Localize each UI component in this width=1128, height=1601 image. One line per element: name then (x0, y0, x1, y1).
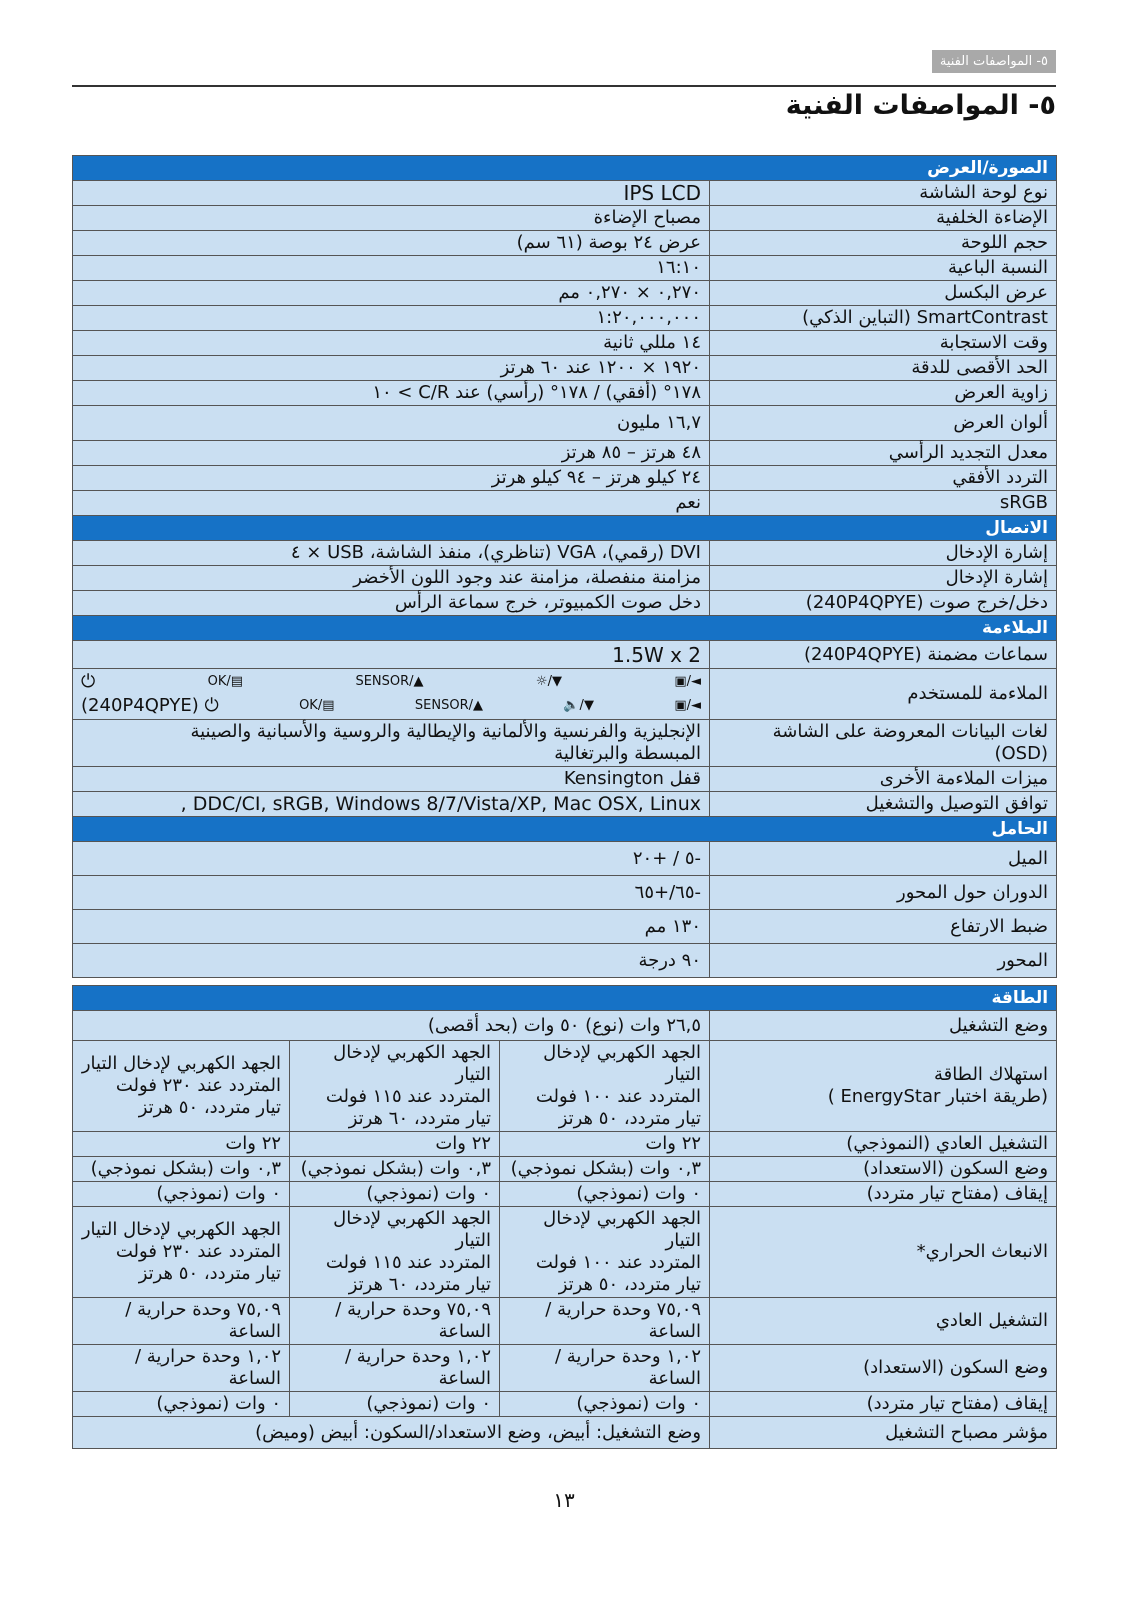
spec-row: ألوان العرض ١٦,٧ مليون (73, 406, 1057, 441)
spec-row: التشغيل العادي (النموذجي) ٢٢ وات ٢٢ وات ٢٢ وات (73, 1132, 1057, 1157)
brightness-down-button-icon: ▼/☼ (535, 674, 562, 689)
chapter-tab: ٥- المواصفات الفنية (932, 50, 1056, 73)
input-back-button-icon: ◄/▣ (674, 698, 701, 713)
power-button-icon: ⏻ (240P4QPYE) (81, 695, 219, 716)
spec-row: عرض البكسل ٠,٢٧٠ × ٠,٢٧٠ مم (73, 281, 1057, 306)
spec-row: حجم اللوحة عرض ٢٤ بوصة (٦١ سم) (73, 231, 1057, 256)
spec-row: وضع السكون (الاستعداد) ١,٠٢ وحدة حرارية / الساعة ١,٠٢ وحدة حرارية / الساعة ١,٠٢ وحدة حرارية / الساعة (73, 1345, 1057, 1392)
spec-row: مؤشر مصباح التشغيل وضع التشغيل: أبيض، وضع الاستعداد/السكون: أبيض (وميض) (73, 1417, 1057, 1449)
spec-row: نوع لوحة الشاشة IPS LCD (73, 181, 1057, 206)
spec-row: استهلاك الطاقة (طريقة اختبار EnergyStar ) الجهد الكهربي لإدخال التيار المتردد عند ١٠٠ فولت تيار متردد، ٥٠ هرتز الجهد الكهربي لإدخال التيار المتردد عند ١١٥ فولت تيار متردد، ٦٠ هرتز الجهد الكهربي لإدخال التيار المتردد عند ٢٣٠ فولت تيار متردد، ٥٠ هرتز (73, 1041, 1057, 1132)
input-back-button-icon: ◄/▣ (674, 674, 701, 689)
spec-row: الميل -٥ / +٢٠ (73, 842, 1057, 876)
volume-down-button-icon: ▼/🔈 (563, 698, 594, 713)
menu-ok-button-icon: ▤/OK (299, 698, 335, 713)
spec-row: sRGB نعم (73, 491, 1057, 516)
spec-table-main (72, 155, 1057, 978)
spec-row: التشغيل العادي ٧٥,٠٩ وحدة حرارية / الساعة ٧٥,٠٩ وحدة حرارية / الساعة ٧٥,٠٩ وحدة حرارية / الساعة (73, 1298, 1057, 1345)
spec-row: معدل التجديد الرأسي ٤٨ هرتز – ٨٥ هرتز (73, 441, 1057, 466)
spec-row-controls: الملاءمة للمستخدم ⏻ ▤/OK ▲/SENSOR ▼/☼ ◄/▣ ⏻ (240P4QPYE) ▤/OK ▲/SENSOR ▼/🔈 ◄/▣ (73, 669, 1057, 720)
controls-row-2 (81, 694, 701, 718)
spec-row: وضع التشغيل ٢٦,٥ وات (نوع) ٥٠ وات (بحد أقصى) (73, 1011, 1057, 1041)
section-convenience: الملاءمة (73, 616, 1057, 641)
section-display: الصورة/العرض (73, 156, 1057, 181)
section-connect: الاتصال (73, 516, 1057, 541)
spec-row: إيقاف (مفتاح تيار متردد) ٠ وات (نموذجي) ٠ وات (نموذجي) ٠ وات (نموذجي) (73, 1392, 1057, 1417)
page-title: ٥- المواصفات الفنية (785, 90, 1056, 121)
spec-row: الدوران حول المحور -٦٥/+٦٥ (73, 876, 1057, 910)
sensor-up-button-icon: ▲/SENSOR (414, 698, 483, 713)
spec-row: ميزات الملاءمة الأخرى قفل Kensington (73, 767, 1057, 792)
spec-row: زاوية العرض ١٧٨° (أفقي) / ١٧٨° (رأسي) عند C/R > ١٠ (73, 381, 1057, 406)
spec-row: إشارة الإدخال DVI (رقمي)، VGA (تناظري)، منفذ الشاشة، USB × ٤ (73, 541, 1057, 566)
section-power: الطاقة (73, 986, 1057, 1011)
spec-table-power (72, 985, 1057, 1449)
spec-row: النسبة الباعية ١٦:١٠ (73, 256, 1057, 281)
menu-ok-button-icon: ▤/OK (207, 674, 244, 689)
header-rule (72, 85, 1056, 87)
spec-row: SmartContrast (التباين الذكي) ١:٢٠,٠٠٠,٠٠٠ (73, 306, 1057, 331)
spec-row: وقت الاستجابة ١٤ مللي ثانية (73, 331, 1057, 356)
spec-row: إيقاف (مفتاح تيار متردد) ٠ وات (نموذجي) ٠ وات (نموذجي) ٠ وات (نموذجي) (73, 1182, 1057, 1207)
spec-row: الإضاءة الخلفية مصباح الإضاءة (73, 206, 1057, 231)
spec-row: الحد الأقصى للدقة ١٩٢٠ × ١٢٠٠ عند ٦٠ هرتز (73, 356, 1057, 381)
spec-row: لغات البيانات المعروضة على الشاشة (OSD) الإنجليزية والفرنسية والألمانية والإيطالية والروسية والأسبانية والصينية المبسطة والبرتغالية (73, 720, 1057, 767)
spec-row: إشارة الإدخال مزامنة منفصلة، مزامنة عند وجود اللون الأخضر (73, 566, 1057, 591)
controls-row-1 (81, 670, 701, 694)
spec-row: ضبط الارتفاع ١٣٠ مم (73, 910, 1057, 944)
spec-row: المحور ٩٠ درجة (73, 944, 1057, 978)
spec-row: توافق التوصيل والتشغيل DDC/CI, sRGB, Windows 8/7/Vista/XP, Mac OSX, Linux , (73, 792, 1057, 817)
section-stand: الحامل (73, 817, 1057, 842)
sensor-up-button-icon: ▲/SENSOR (355, 674, 424, 689)
spec-row: التردد الأفقي ٢٤ كيلو هرتز – ٩٤ كيلو هرتز (73, 466, 1057, 491)
spec-row: الانبعاث الحراري* الجهد الكهربي لإدخال التيار المتردد عند ١٠٠ فولت تيار متردد، ٥٠ هرتز الجهد الكهربي لإدخال التيار المتردد عند ١١٥ فولت تيار متردد، ٦٠ هرتز الجهد الكهربي لإدخال التيار المتردد عند ٢٣٠ فولت تيار متردد، ٥٠ هرتز (73, 1207, 1057, 1298)
spec-row: وضع السكون (الاستعداد) ٠,٣ وات (بشكل نموذجي) ٠,٣ وات (بشكل نموذجي) ٠,٣ وات (بشكل نموذجي) (73, 1157, 1057, 1182)
spec-row: دخل/خرج صوت (240P4QPYE) دخل صوت الكمبيوتر، خرج سماعة الرأس (73, 591, 1057, 616)
spec-row: سماعات مضمنة (240P4QPYE) 1.5W x 2 (73, 641, 1057, 669)
page-number: ١٣ (553, 1488, 575, 1512)
power-button-icon: ⏻ (81, 671, 96, 692)
